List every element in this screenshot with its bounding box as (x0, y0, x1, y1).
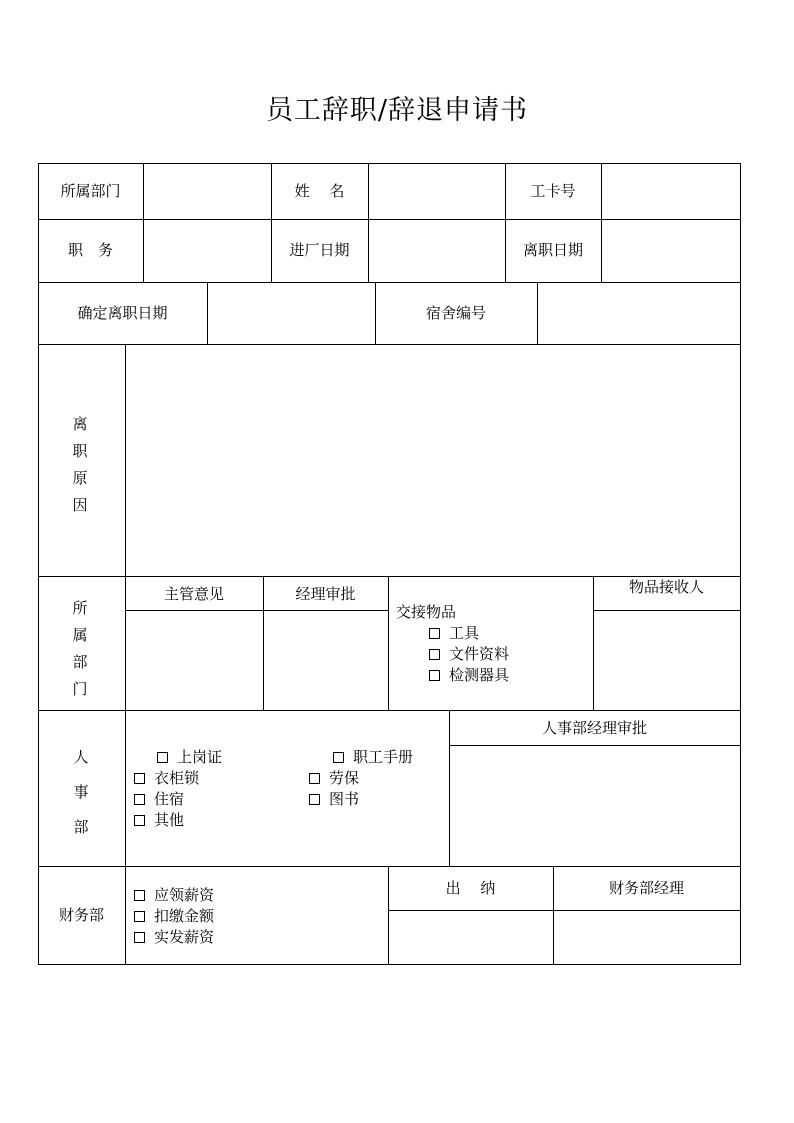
confirm-leave-date-label: 确定离职日期 (77, 304, 168, 322)
checkbox[interactable] (134, 932, 145, 943)
supervisor-opinion-label: 主管意见 (163, 585, 224, 603)
page-title: 员工辞职/辞退申请书 (265, 95, 529, 126)
checkbox[interactable] (429, 670, 440, 681)
handover-item-instruments[interactable]: 检测器具 (429, 666, 509, 684)
checkbox[interactable] (134, 815, 145, 826)
dept-label: 所属部门 (60, 182, 121, 200)
finance-section-label: 财务部 (58, 906, 104, 924)
hr-item-employee-handbook[interactable]: 职工手册 (333, 748, 413, 766)
manager-approval-field[interactable] (264, 612, 388, 709)
position-field[interactable] (144, 222, 271, 280)
leave-date-field[interactable] (602, 222, 740, 280)
dorm-number-field[interactable] (538, 285, 740, 343)
position-label: 职 务 (67, 241, 113, 259)
hr-item-labor-protection[interactable]: 劳保 (309, 769, 359, 787)
hr-item-other[interactable]: 其他 (134, 811, 184, 829)
checkbox[interactable] (134, 794, 145, 805)
hr-section-label: 人 事 部 (73, 748, 89, 836)
checkbox[interactable] (134, 890, 145, 901)
hr-item-accommodation[interactable]: 住宿 (134, 790, 184, 808)
confirm-leave-date-field[interactable] (208, 285, 375, 343)
hr-item-locker-lock[interactable]: 衣柜锁 (134, 769, 199, 787)
handover-items-title: 交接物品 (396, 603, 457, 621)
leave-date-label: 离职日期 (522, 241, 583, 259)
hr-manager-approval-label: 人事部经理审批 (541, 719, 647, 737)
hr-manager-approval-field[interactable] (450, 747, 740, 865)
hr-item-books[interactable]: 图书 (309, 790, 359, 808)
finance-manager-field[interactable] (554, 912, 740, 963)
checkbox[interactable] (309, 794, 320, 805)
entry-date-field[interactable] (369, 222, 505, 280)
hr-item-work-permit[interactable]: 上岗证 (157, 748, 222, 766)
card-number-field[interactable] (602, 166, 740, 218)
checkbox[interactable] (157, 752, 168, 763)
item-receiver-label: 物品接收人 (628, 578, 704, 596)
manager-approval-label: 经理审批 (295, 585, 356, 603)
cashier-label: 出 纳 (445, 879, 496, 897)
name-field[interactable] (369, 166, 505, 218)
dorm-number-label: 宿舍编号 (425, 304, 486, 322)
checkbox[interactable] (429, 649, 440, 660)
handover-item-documents[interactable]: 文件资料 (429, 645, 509, 663)
checkbox[interactable] (309, 773, 320, 784)
card-number-label: 工卡号 (530, 182, 576, 200)
reason-label: 离 职 原 因 (72, 415, 88, 514)
finance-item-salary-due[interactable]: 应领薪资 (134, 886, 214, 904)
item-receiver-field[interactable] (594, 612, 740, 709)
handover-item-tools[interactable]: 工具 (429, 624, 479, 642)
checkbox[interactable] (134, 773, 145, 784)
finance-manager-label: 财务部经理 (608, 879, 684, 897)
supervisor-opinion-field[interactable] (126, 612, 263, 709)
cashier-field[interactable] (389, 912, 553, 963)
dept-field[interactable] (144, 166, 271, 218)
name-label: 姓 名 (294, 182, 345, 200)
finance-item-net-salary[interactable]: 实发薪资 (134, 928, 214, 946)
dept-section-label: 所 属 部 门 (72, 599, 88, 698)
entry-date-label: 进厂日期 (289, 241, 350, 259)
checkbox[interactable] (333, 752, 344, 763)
checkbox[interactable] (134, 911, 145, 922)
finance-item-deductions[interactable]: 扣缴金额 (134, 907, 214, 925)
reason-field[interactable] (126, 346, 740, 575)
checkbox[interactable] (429, 628, 440, 639)
